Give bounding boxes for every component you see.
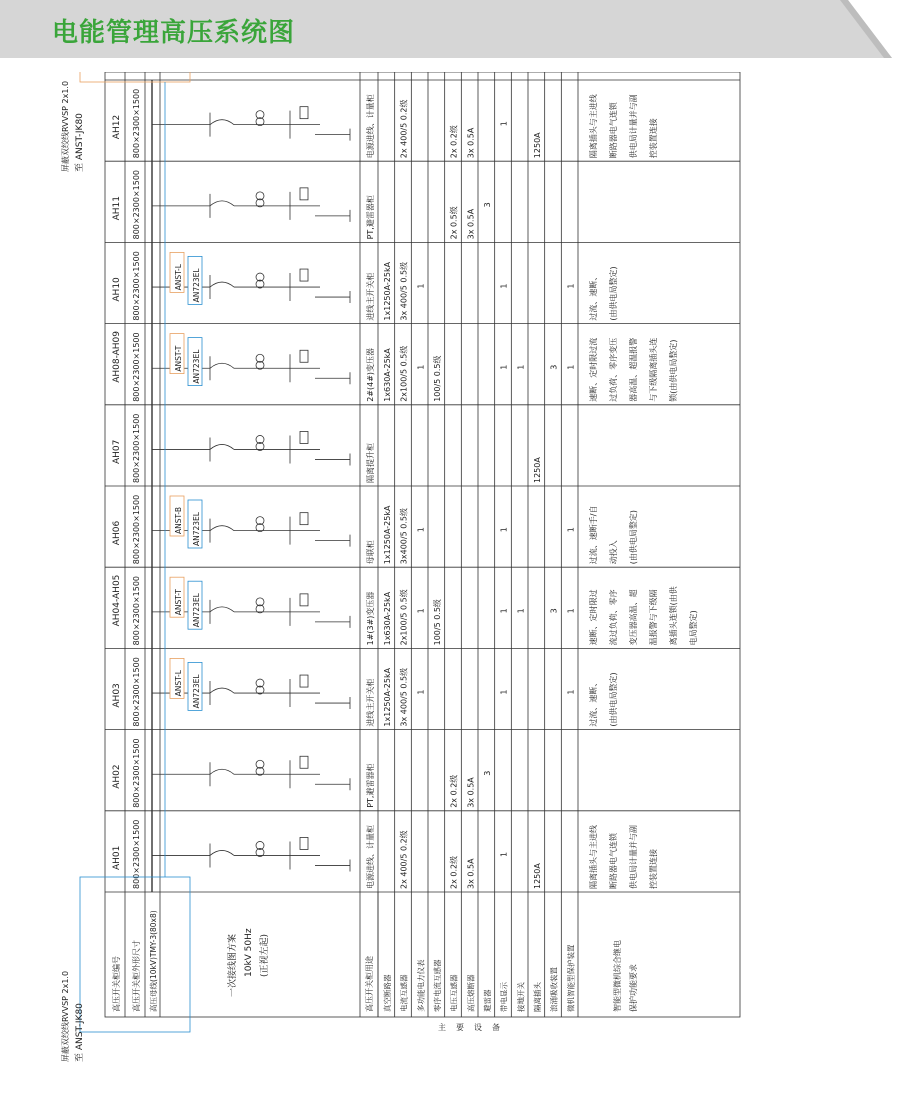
cabinet-breaker: 1x630A-25kA [383, 348, 392, 402]
cabinet-size: 800×2300×1500 [132, 251, 141, 321]
label-scheme-0: 一次接线图方案 [228, 933, 238, 997]
cabinet-live: 1 [499, 851, 509, 857]
cabinet-size: 800×2300×1500 [132, 819, 141, 889]
cabinet-vt: 2x 0.5级 [449, 206, 459, 240]
cabinet-req-0: 过流、速断、 [589, 678, 598, 727]
cable-dest-bottom: 至 ANST-JK80 [75, 1003, 85, 1062]
switch-arc [210, 444, 234, 449]
cabinet-ct: 2x100/5 0.5级 [399, 345, 409, 402]
cabinet-live: 1 [499, 364, 509, 370]
cable-note-bottom: 屏蔽双绞线RVVSP 2x1.0 [61, 970, 70, 1062]
cabinet-iso: 1250A [533, 132, 542, 159]
cabinet-req-1: 流过负荷、零序 [609, 589, 618, 646]
fuse-icon [300, 837, 308, 849]
system-diagram-sheet [60, 72, 750, 1072]
cabinet-purpose: 电源进线、计量柜 [366, 825, 375, 889]
switch-arc [210, 607, 234, 612]
cabinet-req-0: 过流、速断手/自 [589, 505, 598, 565]
cabinet-purpose: 母联柜 [366, 540, 375, 565]
cabinet-size: 800×2300×1500 [132, 169, 141, 240]
cabinet-id: AH03 [112, 683, 122, 708]
label-scheme-2: (正视左起) [260, 933, 270, 977]
protection-tag [170, 334, 202, 386]
cabinet-purpose: 2#(4#)变压器 [366, 347, 375, 402]
cabinet-ah02 [112, 738, 492, 807]
meter-model-label: AN723EL [192, 674, 201, 709]
protection-tag [170, 577, 202, 629]
label-protection-0: 智能型微机综合继电 [613, 940, 622, 1012]
cabinet-live: 1 [499, 608, 509, 614]
fuse-icon [300, 513, 308, 525]
cabinet-breaker: 1x630A-25kA [383, 591, 392, 646]
cabinet-req-5: 电局整定) [689, 610, 698, 646]
cabinet-ah10 [112, 251, 618, 320]
protection-tag [170, 252, 202, 304]
protection-tag-label: ANST-T [174, 589, 183, 616]
fuse-icon [300, 431, 308, 443]
cabinet-req-1: 断路器电气连锁 [609, 833, 618, 889]
cabinet-req-2: (由供电局整定) [629, 509, 638, 565]
cabinet-meter: 1 [416, 283, 426, 289]
cabinet-iso: 1250A [533, 863, 542, 889]
cabinet-size: 800×2300×1500 [132, 332, 141, 402]
corner-decoration [840, 0, 900, 58]
switch-arc [210, 282, 234, 287]
cabinet-live: 1 [499, 689, 509, 695]
cabinet-req-3: 温报警与下级隔 [649, 589, 658, 646]
one-line-schematic [152, 107, 350, 141]
one-line-schematic [152, 837, 350, 871]
label-busbar: 高压母线(10kV)TMY-3(80x8) [149, 910, 158, 1012]
cabinet-req-1: 过负荷、零序变压 [609, 337, 618, 402]
cabinet-prot: 1 [566, 527, 576, 533]
cabinet-fuse: 3x 0.5A [466, 858, 476, 889]
label-equipment-group-0: 主 [438, 1023, 446, 1032]
cabinet-vt: 2x 0.2级 [449, 774, 459, 808]
cabinet-req-1: (由供电局整定) [609, 266, 618, 321]
fuse-icon [300, 107, 308, 119]
high-voltage-system-diagram [60, 72, 750, 1072]
fuse-icon [300, 350, 308, 362]
cabinet-breaker: 1x1250A-25kA [383, 261, 392, 321]
label-equipment-8: 接地开关 [516, 982, 526, 1012]
cabinet-meter: 1 [416, 527, 426, 533]
switch-arc [210, 120, 234, 125]
fuse-icon [300, 675, 308, 687]
cabinet-surge: 3 [549, 364, 559, 370]
cabinet-id: AH10 [112, 277, 122, 302]
cabinet-ah03 [112, 657, 618, 726]
switch-arc [210, 526, 234, 531]
cabinet-prot: 1 [566, 689, 576, 695]
cabinet-earth: 1 [516, 608, 526, 614]
cabinet-purpose: 进线主开关柜 [366, 678, 375, 727]
label-protection-1: 保护功能要求 [629, 964, 638, 1012]
cabinet-ah12 [112, 89, 658, 158]
cabinet-size: 800×2300×1500 [132, 413, 141, 483]
cabinet-ah07 [112, 414, 542, 483]
cabinet-req-0: 隔离插头与主进线 [589, 94, 598, 159]
switch-arc [210, 688, 234, 693]
cabinet-size: 800×2300×1500 [132, 657, 141, 727]
protection-tag-label: ANST-B [174, 507, 183, 534]
switch-arc [210, 850, 234, 855]
cabinet-surge: 3 [549, 608, 559, 614]
cable-note-top: 屏蔽双绞线RVVSP 2x1.0 [61, 80, 70, 172]
cabinet-breaker: 1x1250A-25kA [383, 505, 392, 565]
protection-tag [170, 496, 202, 548]
cabinet-vt: 2x 0.2级 [449, 125, 459, 159]
label-equipment-2: 多功能电力仪表 [416, 959, 426, 1012]
meter-model-label: AN723EL [192, 512, 201, 546]
label-cabinet-no: 高压开关柜编号 [112, 956, 121, 1012]
cabinet-ct: 2x100/5 0.5级 [399, 589, 409, 646]
label-equipment-6: 避雷器 [483, 989, 492, 1012]
cabinet-size: 800×2300×1500 [132, 88, 141, 159]
one-line-schematic [152, 431, 350, 465]
cabinet-purpose: PT,避雷器柜 [366, 763, 375, 808]
cabinet-zct: 100/5 0.5级 [433, 355, 442, 402]
cabinet-prot: 1 [566, 364, 576, 370]
cabinet-fuse: 3x 0.5A [466, 208, 476, 240]
cabinet-ct: 3x400/5 0.5级 [399, 508, 409, 565]
cabinet-ah06 [112, 495, 638, 564]
cabinet-req-4: 离插头连锁(由供 [669, 586, 678, 646]
switch-arc [210, 201, 234, 206]
cabinet-zct: 100/5 0.5级 [433, 599, 442, 646]
cabinet-id: AH12 [112, 114, 122, 140]
cabinet-req-0: 过流、速断、 [589, 272, 598, 321]
label-equipment-1: 电流互感器 [399, 974, 409, 1012]
cabinet-id: AH01 [112, 845, 122, 870]
cable-route-frame-top [80, 72, 190, 82]
cabinet-id: AH11 [112, 196, 122, 221]
cabinet-arrester: 3 [483, 770, 492, 776]
cabinet-size: 800×2300×1500 [132, 494, 141, 565]
cabinet-breaker: 1x1250A-25kA [383, 667, 392, 727]
label-equipment-4: 电压互感器 [449, 974, 459, 1012]
cabinet-purpose: 电源进线、计量柜 [366, 94, 375, 159]
cabinet-prot: 1 [566, 283, 576, 289]
cabinet-req-4: 锁(由供电局整定) [669, 339, 678, 402]
cabinet-req-3: 控装置连接 [649, 118, 658, 159]
label-equipment-0: 真空断路器 [383, 974, 392, 1012]
cabinet-ah04-ah05 [112, 575, 698, 646]
cabinet-live: 1 [499, 121, 509, 127]
fuse-icon [300, 188, 308, 200]
label-equipment-3: 零序电流互感器 [433, 959, 442, 1012]
label-equipment-9: 隔离插头 [533, 982, 542, 1012]
cable-dest-top: 至 ANST-JK80 [75, 113, 85, 172]
cabinet-req-2: 变压器高温、超 [629, 589, 638, 646]
cabinet-id: AH06 [112, 520, 122, 546]
label-equipment-group-2: 设 [474, 1023, 482, 1032]
meter-model-label: AN723EL [192, 268, 201, 303]
cabinet-req-3: 与下级隔离插头连 [649, 337, 658, 402]
fuse-icon [300, 269, 308, 281]
cabinet-req-1: 动投入 [609, 540, 618, 565]
label-scheme-1: 10kV 50Hz [244, 928, 254, 977]
cabinet-fuse: 3x 0.5A [466, 777, 476, 808]
cabinet-ct: 3x 400/5 0.5级 [399, 261, 409, 321]
cabinet-req-2: 供电局计量并与副 [629, 94, 638, 159]
label-equipment-11: 微机智能型保护装置 [566, 944, 576, 1012]
cabinet-purpose: 进线主开关柜 [366, 272, 375, 321]
label-cabinet-size: 高压开关柜外形尺寸 [132, 940, 141, 1012]
cabinet-ct: 3x 400/5 0.5级 [399, 667, 409, 727]
cabinet-id: AH07 [112, 439, 122, 464]
cabinet-vt: 2x 0.2级 [449, 855, 459, 889]
cabinet-req-3: 控装置连接 [649, 849, 658, 889]
label-equipment-10: 浪涌吸收装置 [549, 967, 559, 1012]
cabinet-live: 1 [499, 527, 509, 533]
cabinet-size: 800×2300×1500 [132, 738, 141, 808]
cabinet-ct: 2x 400/5 0.2级 [399, 830, 409, 889]
cabinet-req-0: 隔离插头与主进线 [589, 825, 598, 889]
fuse-icon [300, 756, 308, 768]
cabinet-ah01 [112, 820, 658, 889]
switch-arc [210, 769, 234, 774]
label-equipment-7: 带电显示 [499, 982, 509, 1012]
page-title: 电能管理高压系统图 [52, 18, 296, 48]
label-equipment-group-3: 备 [492, 1023, 500, 1032]
fuse-icon [300, 594, 308, 606]
protection-tag-label: ANST-T [174, 345, 183, 372]
cabinet-prot: 1 [566, 608, 576, 614]
label-purpose: 高压开关柜用途 [365, 956, 374, 1012]
cabinet-live: 1 [499, 283, 509, 289]
cabinet-earth: 1 [516, 364, 526, 370]
cabinet-req-0: 速断、定时限过 [589, 589, 598, 646]
cabinet-purpose: PT,避雷器柜 [366, 195, 375, 240]
cabinet-fuse: 3x 0.5A [466, 127, 476, 159]
protection-tag [170, 658, 202, 710]
cabinet-size: 800×2300×1500 [132, 575, 141, 646]
cabinet-req-2: 供电局计量并与副 [629, 825, 638, 889]
cabinet-req-1: (由供电局整定) [609, 672, 618, 727]
cabinet-id: AH04-AH05 [112, 574, 122, 627]
cabinet-purpose: 隔离提升柜 [366, 443, 375, 483]
protection-tag-label: ANST-L [174, 264, 183, 291]
cabinet-meter: 1 [416, 608, 426, 614]
cabinet-req-2: 器高温、超温报警 [629, 337, 638, 402]
cabinet-meter: 1 [416, 689, 426, 695]
cabinet-id: AH02 [112, 764, 122, 789]
one-line-schematic [152, 188, 350, 222]
protection-tag-label: ANST-L [174, 670, 183, 697]
cabinet-req-1: 断路器电气连锁 [609, 102, 618, 159]
meter-model-label: AN723EL [192, 349, 201, 384]
cabinet-req-0: 速断、定时限过流 [589, 337, 598, 402]
label-equipment-group-1: 要 [456, 1023, 464, 1032]
cabinet-ct: 2x 400/5 0.2级 [399, 99, 409, 159]
cabinet-id: AH08-AH09 [112, 330, 122, 383]
cabinet-ah11 [112, 170, 492, 239]
one-line-schematic [152, 756, 350, 790]
cabinet-meter: 1 [416, 364, 426, 370]
cabinet-iso: 1250A [533, 457, 542, 483]
meter-model-label: AN723EL [192, 593, 201, 628]
label-equipment-5: 高压熔断器 [466, 974, 476, 1012]
cabinet-purpose: 1#(3#)变压器 [366, 591, 375, 646]
cabinet-arrester: 3 [483, 202, 492, 208]
switch-arc [210, 363, 234, 368]
